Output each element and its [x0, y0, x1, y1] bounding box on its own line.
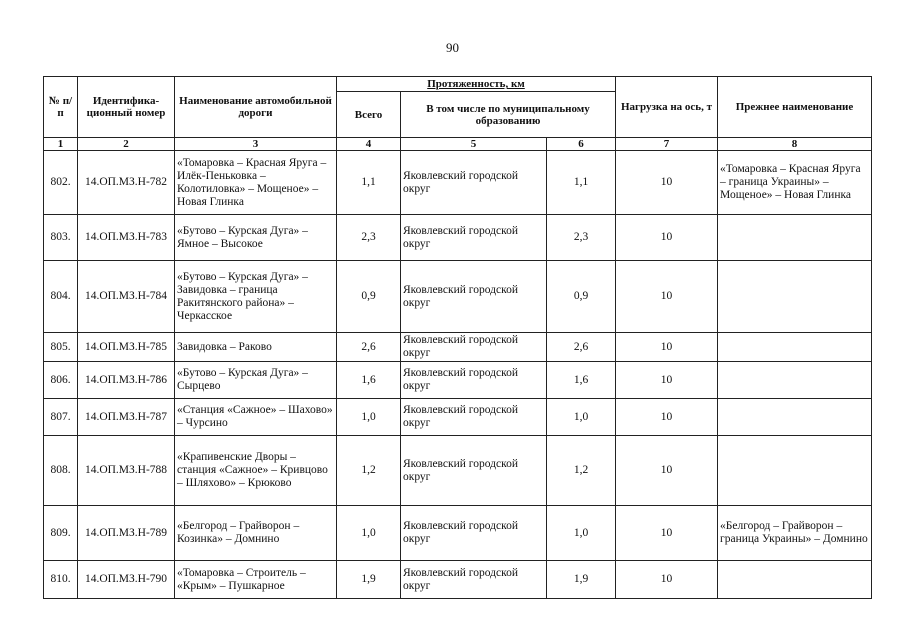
column-number: 6	[547, 138, 616, 151]
length-part: 0,9	[547, 261, 616, 333]
table-row	[44, 151, 872, 215]
previous-name	[718, 215, 872, 261]
table-row	[44, 506, 872, 561]
length-part: 1,9	[547, 561, 616, 599]
header-name: Наименование автомобильной дороги	[175, 77, 337, 138]
table-row	[44, 561, 872, 599]
road-id: 14.ОП.МЗ.Н-789	[78, 506, 175, 561]
road-id: 14.ОП.МЗ.Н-786	[78, 362, 175, 399]
row-number: 802.	[44, 151, 78, 215]
header-including: В том числе по муниципальному образованию	[401, 92, 616, 138]
axle-load: 10	[616, 215, 718, 261]
length-part: 1,2	[547, 436, 616, 506]
previous-name	[718, 436, 872, 506]
previous-name	[718, 561, 872, 599]
table-row	[44, 215, 872, 261]
length-part: 2,3	[547, 215, 616, 261]
axle-load: 10	[616, 362, 718, 399]
roads-table	[43, 76, 872, 599]
municipality: Яковлевский городской округ	[401, 151, 547, 215]
header-length: Протяженность, км	[337, 77, 616, 92]
table-row	[44, 436, 872, 506]
road-name: «Крапивенские Дворы – станция «Сажное» – Кривцово – Шляхово» – Крюково	[175, 436, 337, 506]
length-total: 2,6	[337, 333, 401, 362]
header-row	[44, 77, 872, 92]
road-id: 14.ОП.МЗ.Н-782	[78, 151, 175, 215]
length-total: 1,9	[337, 561, 401, 599]
length-total: 1,0	[337, 506, 401, 561]
axle-load: 10	[616, 333, 718, 362]
table-row	[44, 399, 872, 436]
municipality: Яковлевский городской округ	[401, 362, 547, 399]
axle-load: 10	[616, 436, 718, 506]
road-name: Завидовка – Раково	[175, 333, 337, 362]
column-number: 8	[718, 138, 872, 151]
road-name: «Томаровка – Строитель – «Крым» – Пушкарное	[175, 561, 337, 599]
column-number: 2	[78, 138, 175, 151]
column-number: 4	[337, 138, 401, 151]
road-name: «Белгород – Грайворон – Козинка» – Домнино	[175, 506, 337, 561]
row-number: 808.	[44, 436, 78, 506]
column-number: 5	[401, 138, 547, 151]
length-total: 1,0	[337, 399, 401, 436]
column-number: 7	[616, 138, 718, 151]
municipality: Яковлевский городской округ	[401, 561, 547, 599]
municipality: Яковлевский городской округ	[401, 399, 547, 436]
municipality: Яковлевский городской округ	[401, 506, 547, 561]
length-total: 2,3	[337, 215, 401, 261]
row-number: 804.	[44, 261, 78, 333]
table-row	[44, 362, 872, 399]
previous-name	[718, 399, 872, 436]
column-number: 3	[175, 138, 337, 151]
header-prev-name: Прежнее наименование	[718, 77, 872, 138]
length-part: 1,0	[547, 506, 616, 561]
municipality: Яковлевский городской округ	[401, 333, 547, 362]
road-id: 14.ОП.МЗ.Н-783	[78, 215, 175, 261]
previous-name	[718, 333, 872, 362]
road-id: 14.ОП.МЗ.Н-785	[78, 333, 175, 362]
row-number: 810.	[44, 561, 78, 599]
road-name: «Бутово – Курская Дуга» – Сырцево	[175, 362, 337, 399]
length-total: 1,6	[337, 362, 401, 399]
municipality: Яковлевский городской округ	[401, 261, 547, 333]
length-part: 1,0	[547, 399, 616, 436]
axle-load: 10	[616, 561, 718, 599]
road-name: «Бутово – Курская Дуга» – Завидовка – граница Ракитянского района» – Черкасское	[175, 261, 337, 333]
row-number: 807.	[44, 399, 78, 436]
page-number: 90	[446, 40, 459, 55]
row-number: 806.	[44, 362, 78, 399]
length-total: 1,2	[337, 436, 401, 506]
road-id: 14.ОП.МЗ.Н-790	[78, 561, 175, 599]
previous-name	[718, 362, 872, 399]
table-row	[44, 261, 872, 333]
length-total: 1,1	[337, 151, 401, 215]
column-numbers-row	[44, 138, 872, 151]
length-part: 2,6	[547, 333, 616, 362]
road-name: «Станция «Сажное» – Шахово» – Чурсино	[175, 399, 337, 436]
previous-name	[718, 261, 872, 333]
road-id: 14.ОП.МЗ.Н-787	[78, 399, 175, 436]
municipality: Яковлевский городской округ	[401, 215, 547, 261]
road-id: 14.ОП.МЗ.Н-788	[78, 436, 175, 506]
length-total: 0,9	[337, 261, 401, 333]
row-number: 803.	[44, 215, 78, 261]
road-id: 14.ОП.МЗ.Н-784	[78, 261, 175, 333]
previous-name: «Белгород – Грайворон – граница Украины» – Домнино	[718, 506, 872, 561]
length-part: 1,1	[547, 151, 616, 215]
axle-load: 10	[616, 506, 718, 561]
road-name: «Томаровка – Красная Яруга – Илёк-Пеньковка – Колотиловка» – Мощеное» – Новая Глинка	[175, 151, 337, 215]
axle-load: 10	[616, 151, 718, 215]
column-number: 1	[44, 138, 78, 151]
table-row	[44, 333, 872, 362]
header-load: Нагрузка на ось, т	[616, 77, 718, 138]
header-total: Всего	[337, 92, 401, 138]
header-num: № п/п	[44, 77, 78, 138]
row-number: 809.	[44, 506, 78, 561]
municipality: Яковлевский городской округ	[401, 436, 547, 506]
axle-load: 10	[616, 261, 718, 333]
header-id: Идентифика-ционный номер	[78, 77, 175, 138]
road-name: «Бутово – Курская Дуга» – Ямное – Высокое	[175, 215, 337, 261]
axle-load: 10	[616, 399, 718, 436]
row-number: 805.	[44, 333, 78, 362]
previous-name: «Томаровка – Красная Яруга – граница Украины» – Мощеное» – Новая Глинка	[718, 151, 872, 215]
length-part: 1,6	[547, 362, 616, 399]
